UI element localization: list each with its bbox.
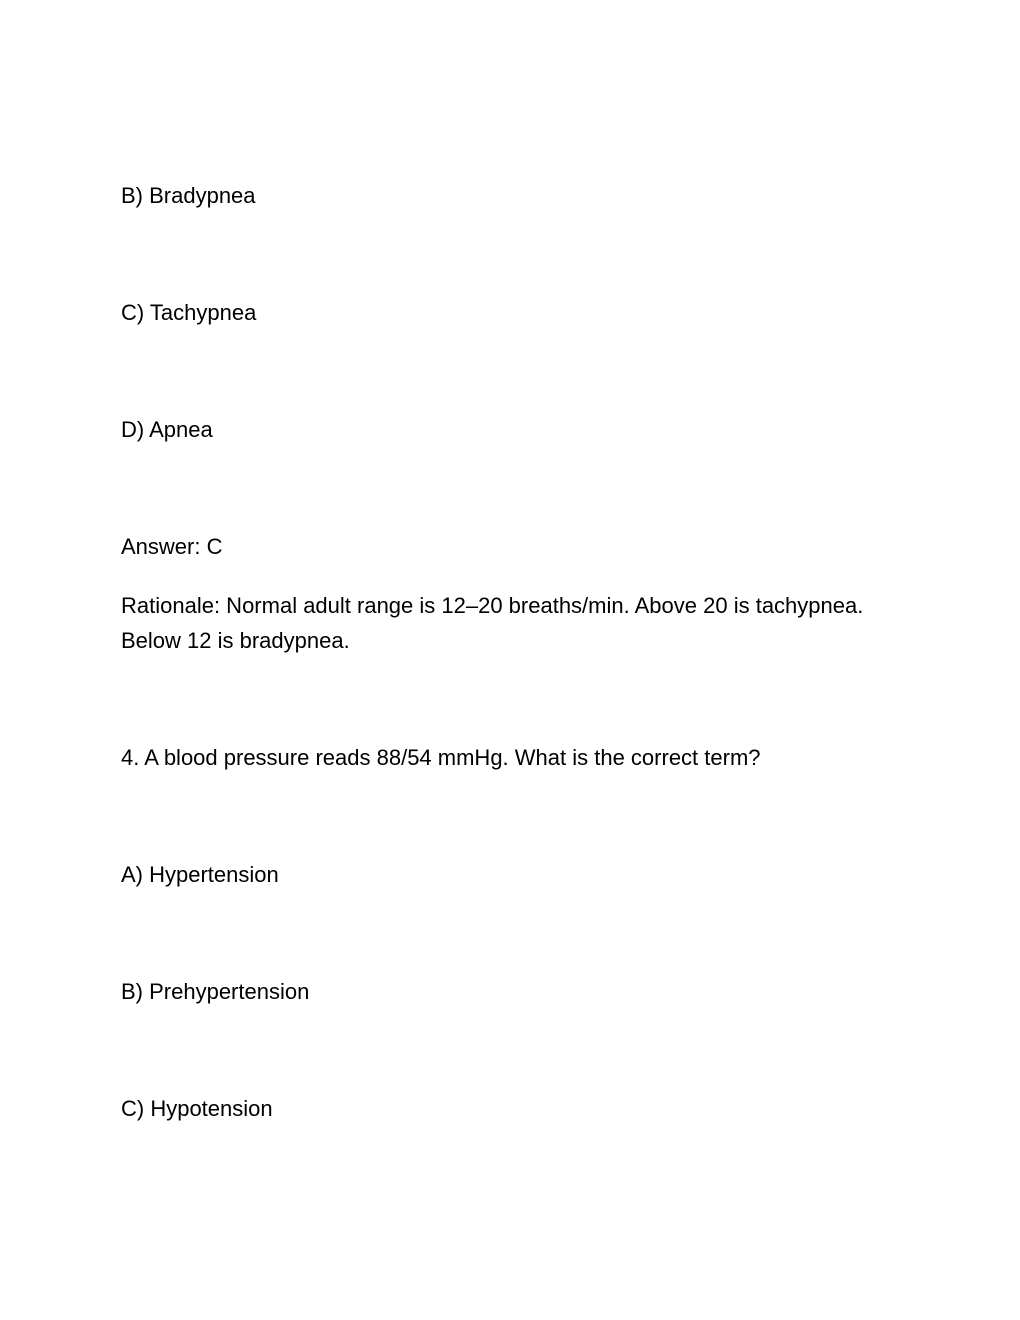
q4-option-b: B) Prehypertension <box>121 979 310 1004</box>
q3-option-d: D) Apnea <box>121 417 213 442</box>
q3-answer: Answer: C <box>121 534 223 559</box>
q3-option-b: B) Bradypnea <box>121 183 256 208</box>
q4-option-a: A) Hypertension <box>121 862 279 887</box>
q3-rationale: Rationale: Normal adult range is 12–20 breaths/min. Above 20 is tachypnea. Below 12 is bradypnea. <box>121 593 864 653</box>
q4-option-c: C) Hypotension <box>121 1096 273 1121</box>
q3-option-c: C) Tachypnea <box>121 300 257 325</box>
q4-question: 4. A blood pressure reads 88/54 mmHg. What is the correct term? <box>121 745 761 770</box>
